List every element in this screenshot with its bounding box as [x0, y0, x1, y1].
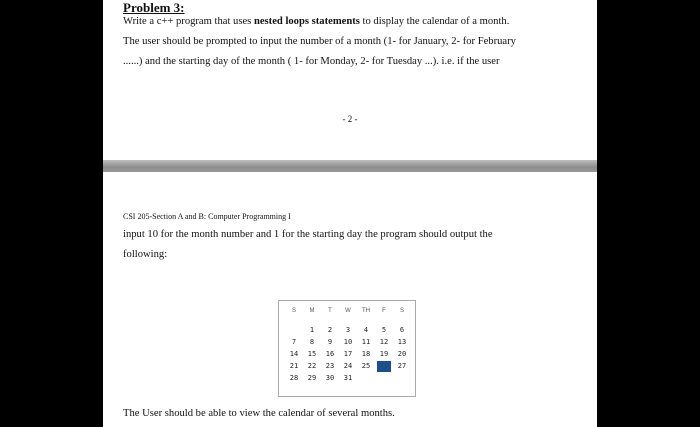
continuation-paragraph: [123, 225, 575, 265]
calendar-weekday-header: S: [399, 308, 404, 314]
calendar-weekday-header: S: [291, 308, 296, 314]
calendar-day-cell: 31: [343, 374, 353, 382]
problem-line-2: The user should be prompted to input the number of a month (1- for January, 2- for February: [123, 36, 516, 47]
calendar-week-row: [281, 361, 413, 373]
calendar-week-row: [281, 337, 413, 349]
calendar-day-cell: 10: [343, 338, 353, 346]
page-break-divider: [103, 160, 597, 172]
calendar-empty-cell: [377, 373, 391, 384]
calendar-day-cell: 21: [289, 362, 299, 370]
continuation-line-1: input 10 for the month number and 1 for the starting day the program should output the: [123, 229, 493, 240]
course-header: CSI 205-Section A and B: Computer Programming I: [123, 212, 291, 221]
continuation-line-2: following:: [123, 249, 168, 260]
calendar-day-cell: 9: [327, 338, 333, 346]
calendar-weekday-header: TH: [362, 308, 370, 314]
calendar-day-cell: 16: [325, 350, 335, 358]
problem-line-1-start: Write a c++ program that uses: [123, 16, 254, 27]
calendar-day-cell: 27: [397, 362, 407, 370]
problem-line-1-end: to display the calendar of a month.: [359, 16, 510, 27]
calendar-header-row: [281, 306, 413, 318]
calendar-day-cell: 12: [379, 338, 389, 346]
calendar-day-cell: 18: [361, 350, 371, 358]
problem-heading: Problem 3:: [123, 0, 185, 15]
document-page-top: [103, 0, 597, 160]
footer-note: The User should be able to view the calendar of several months.: [123, 408, 395, 419]
calendar-weekday-header: M: [309, 308, 315, 314]
calendar-weekday-header: F: [382, 308, 386, 314]
calendar-day-cell: 5: [381, 326, 387, 334]
calendar-day-cell: 13: [397, 338, 407, 346]
calendar-day-cell: 8: [309, 338, 315, 346]
calendar-day-cell: 23: [325, 362, 335, 370]
calendar-empty-cell: [395, 373, 409, 384]
calendar-empty-cell: [359, 373, 373, 384]
calendar-day-cell: 19: [379, 350, 389, 358]
calendar-day-cell: 1: [309, 326, 315, 334]
calendar-day-cell: 17: [343, 350, 353, 358]
problem-line-1: [123, 12, 575, 32]
problem-line-3: ......) and the starting day of the month ( 1- for Monday, 2- for Tuesday ...). i.e. if the user: [123, 56, 500, 67]
calendar-day-cell: 11: [361, 338, 371, 346]
calendar-empty-cell: [287, 325, 301, 336]
calendar-day-cell: 15: [307, 350, 317, 358]
calendar-week-row: [281, 373, 413, 385]
problem-statement: [123, 12, 575, 72]
calendar-weekday-header: W: [345, 308, 351, 314]
calendar-week-row: [281, 349, 413, 361]
calendar-week-row: [281, 325, 413, 337]
calendar-day-cell: 26: [377, 361, 391, 372]
calendar-day-cell: 7: [291, 338, 297, 346]
calendar-day-cell: 28: [289, 374, 299, 382]
calendar-weekday-header: T: [328, 308, 332, 314]
calendar-day-cell: 20: [397, 350, 407, 358]
calendar-day-cell: 30: [325, 374, 335, 382]
problem-line-1-bold: nested loops statements: [253, 16, 360, 27]
calendar-output: [278, 300, 416, 397]
calendar-day-cell: 6: [399, 326, 405, 334]
calendar-day-cell: 22: [307, 362, 317, 370]
page-number: - 2 -: [342, 114, 358, 124]
calendar-day-cell: 4: [363, 326, 369, 334]
calendar-day-cell: 3: [345, 326, 351, 334]
calendar-day-cell: 2: [327, 326, 333, 334]
calendar-day-cell: 24: [343, 362, 353, 370]
calendar-day-cell: 25: [361, 362, 371, 370]
document-page-bottom: [103, 172, 597, 427]
calendar-day-cell: 29: [307, 374, 317, 382]
calendar-day-cell: 14: [289, 350, 299, 358]
